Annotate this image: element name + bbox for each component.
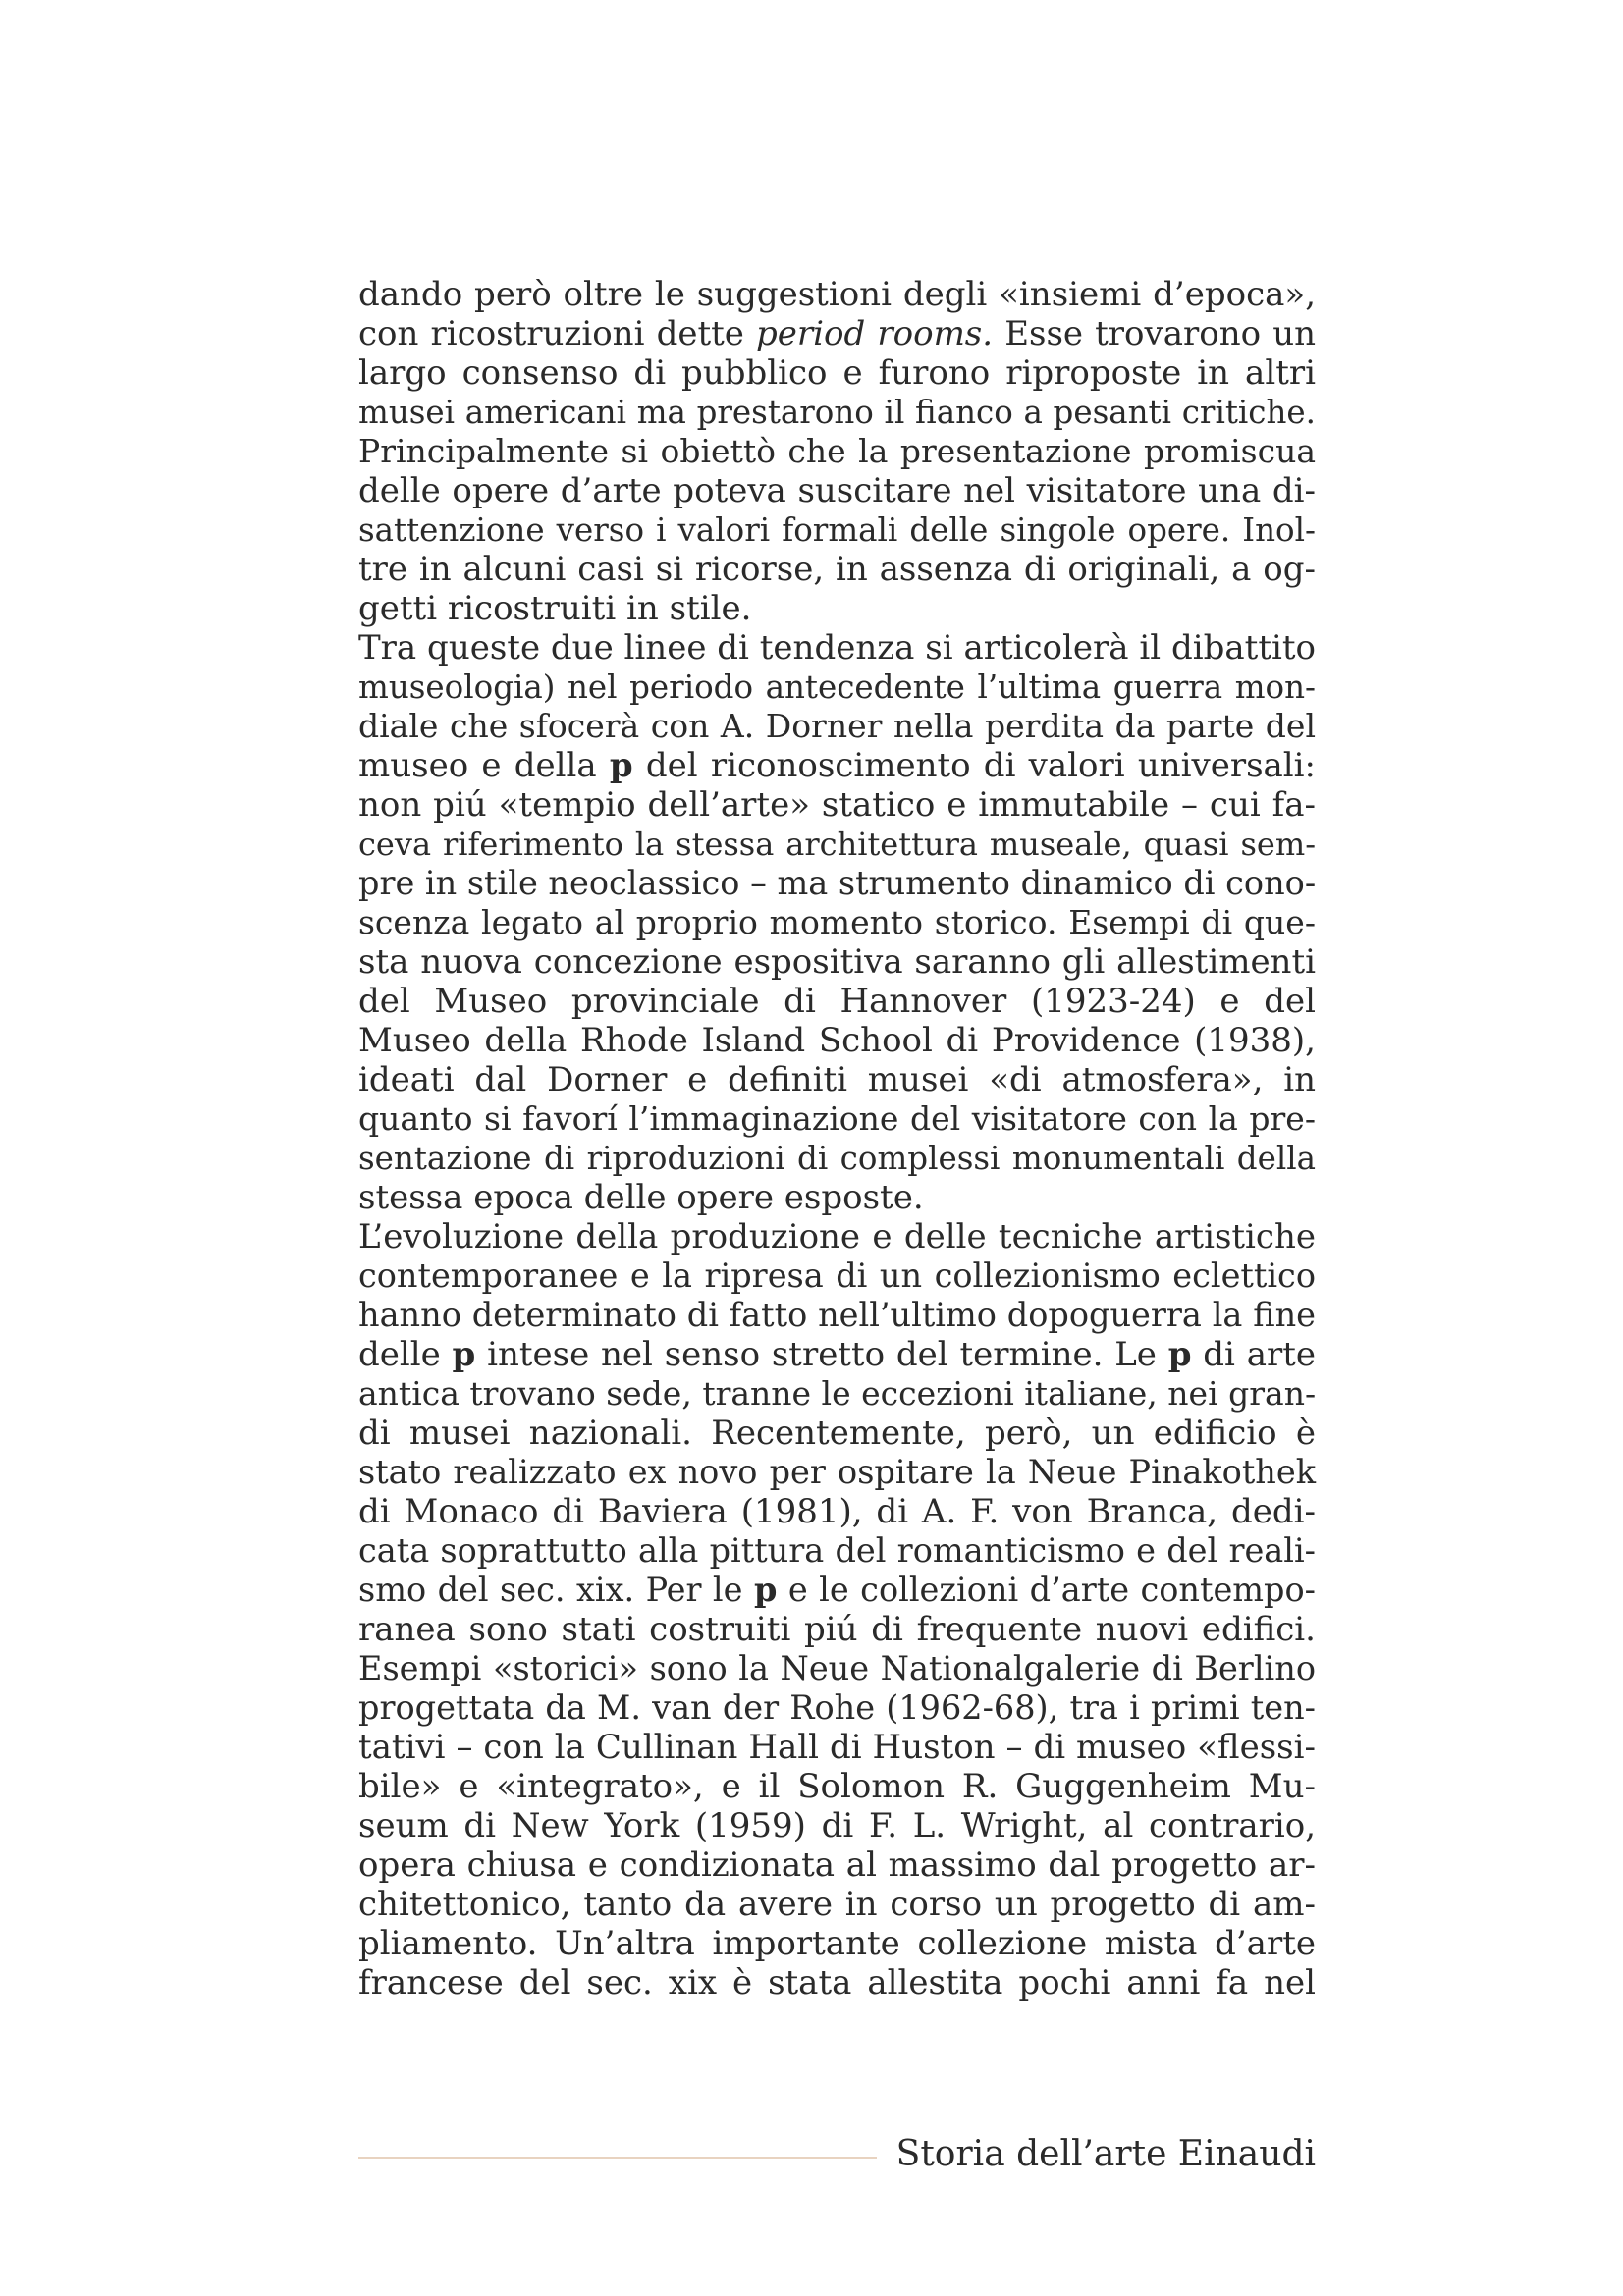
text-line: sattenzione verso i valori formali delle singole opere. Inol- [358,511,1316,549]
text-run: intese nel senso stretto del termine. Le [475,1335,1168,1374]
text-line [358,314,1316,353]
text-line: tre in alcuni casi si ricorse, in assenza di originali, a og- [358,550,1316,589]
bold-abbrev: p [609,746,633,785]
text-line: largo consenso di pubblico e furono riproposte in altri [358,353,1316,393]
text-line: stato realizzato ex novo per ospitare la Neue Pinakothek [358,1453,1316,1491]
text-run: Esse trovarono un [993,314,1317,353]
text-run: e le collezioni d’arte contempo- [777,1571,1316,1609]
text-line: ideati dal Dorner e definiti musei «di atmosfera», in [358,1060,1316,1099]
text-line [358,1335,1316,1374]
text-line: Museo della Rhode Island School di Providence (1938), [358,1021,1316,1060]
text-line: progettata da M. van der Rohe (1962-68), tra i primi ten- [358,1688,1316,1727]
text-line: opera chiusa e condizionata al massimo dal progetto ar- [358,1845,1316,1885]
text-line: di musei nazionali. Recentemente, però, un edificio è [358,1414,1316,1453]
text-line: Principalmente si obiettò che la presentazione promiscua [358,432,1316,470]
footer-publication-title: Storia dell’arte Einaudi [895,2134,1316,2174]
text-run: del riconoscimento di valori universali: [632,746,1317,785]
text-line: L’evoluzione della produzione e delle tecniche artistiche [358,1217,1316,1256]
text-line: cata soprattutto alla pittura del romanticismo e del reali- [358,1531,1316,1570]
bold-abbrev: p [1167,1335,1192,1374]
text-line: dando però oltre le suggestioni degli «insiemi d’epoca», [358,275,1316,314]
text-line: hanno determinato di fatto nell’ultimo dopoguerra la fine [358,1296,1316,1334]
text-line: Esempi «storici» sono la Neue Nationalgalerie di Berlino [358,1649,1316,1687]
text-line: francese del sec. xix è stata allestita pochi anni fa nel [358,1963,1316,2002]
text-line: non piú «tempio dell’arte» statico e immutabile – cui fa- [358,785,1316,825]
text-line: Tra queste due linee di tendenza si articolerà il dibattito [358,628,1316,667]
text-run: delle [358,1335,453,1374]
footer-divider [358,2157,877,2159]
text-line: pliamento. Un’altra importante collezione mista d’arte [358,1924,1316,1963]
text-line: ranea sono stati costruiti piú di frequente nuovi edifici. [358,1610,1316,1649]
text-line: contemporanee e la ripresa di un collezionismo eclettico [358,1256,1316,1295]
text-line: del Museo provinciale di Hannover (1923-24) e del [358,982,1316,1021]
text-line: seum di New York (1959) di F. L. Wright, al contrario, [358,1806,1316,1845]
italic-term: period rooms. [756,314,994,353]
text-line: delle opere d’arte poteva suscitare nel visitatore una di- [358,471,1316,510]
text-run: museo e della [358,746,610,785]
text-line: pre in stile neoclassico – ma strumento dinamico di cono- [358,864,1317,902]
text-line: sta nuova concezione espositiva saranno gli allestimenti [358,942,1316,982]
text-line: getti ricostruiti in stile. [358,589,752,628]
bold-abbrev: p [452,1335,476,1374]
text-line: chitettonico, tanto da avere in corso un progetto di am- [358,1885,1316,1924]
text-line: tativi – con la Cullinan Hall di Huston – di museo «flessi- [358,1728,1316,1767]
text-run: smo del sec. xix. Per le [358,1571,754,1609]
text-line: quanto si favorí l’immaginazione del visitatore con la pre- [358,1099,1316,1138]
body-text [358,275,1316,2002]
text-line: scenza legato al proprio momento storico. Esempi di que- [358,903,1316,941]
text-line [358,746,1316,785]
text-line: antica trovano sede, tranne le eccezioni italiane, nei gran- [358,1374,1317,1413]
text-line: museologia) nel periodo antecedente l’ultima guerra mon- [358,668,1316,706]
text-line: sentazione di riproduzioni di complessi monumentali della [358,1140,1316,1177]
text-line [358,1571,1316,1610]
text-line: bile» e «integrato», e il Solomon R. Guggenheim Mu- [358,1767,1316,1806]
text-line: musei americani ma prestarono il fianco a pesanti critiche. [358,394,1316,431]
text-line: diale che sfocerà con A. Dorner nella perdita da parte del [358,707,1316,745]
text-run: con ricostruzioni dette [358,314,757,353]
bold-abbrev: p [753,1571,778,1609]
text-line: ceva riferimento la stessa architettura museale, quasi sem- [358,826,1316,863]
text-run: di arte [1191,1335,1317,1374]
text-line: stessa epoca delle opere esposte. [358,1178,924,1217]
text-line: di Monaco di Baviera (1981), di A. F. von Branca, dedi- [358,1492,1316,1531]
